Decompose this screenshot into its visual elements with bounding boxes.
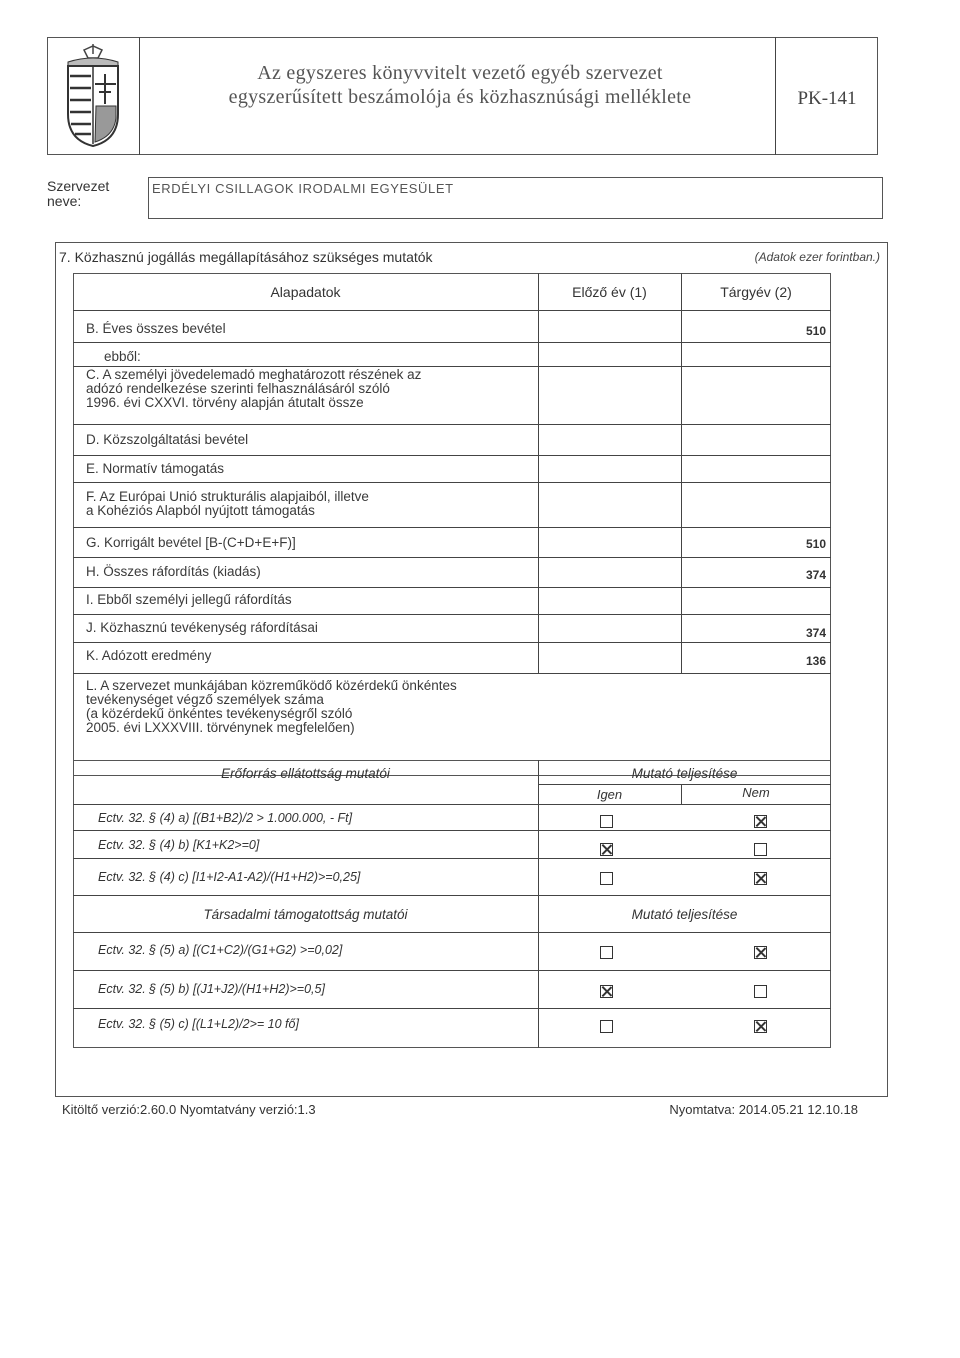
row-l-line1: L. A szervezet munkájában közreműködő közérdekű önkéntes (86, 678, 457, 693)
row-f-line2: a Kohéziós Alapból nyújtott támogatás (86, 503, 315, 518)
ind-line (73, 1008, 831, 1009)
social-item-b: Ectv. 32. § (5) b) [(J1+J2)/(H1+H2)>=0,5] (98, 982, 325, 996)
resource-item-c: Ectv. 32. § (4) c) [I1+I2-A1-A2)/(H1+H2)>=0,25] (98, 870, 361, 884)
row-line (73, 587, 831, 588)
org-name: ERDÉLYI CSILLAGOK IRODALMI EGYESÜLET (152, 181, 454, 196)
row-h-curr: 374 (805, 568, 826, 582)
social-c-no-checkbox[interactable] (754, 1020, 767, 1033)
footer-version: Kitöltő verzió:2.60.0 Nyomtatvány verzió:1.3 (62, 1102, 316, 1117)
social-fulfil: Mutató teljesítése (631, 907, 738, 922)
ind-line (73, 804, 831, 805)
ind-line (73, 858, 831, 859)
ind-line (73, 932, 831, 933)
row-l-line4: 2005. évi LXXXVIII. törvénynek megfelelően) (86, 720, 355, 735)
resource-a-yes-checkbox[interactable] (600, 815, 613, 828)
header-title-line1: Az egyszeres könyvvitelt vezető egyéb szervezet (257, 62, 663, 84)
social-a-no-checkbox[interactable] (754, 946, 767, 959)
row-l-line3: (a közérdekű önkéntes tevékenységről szóló (86, 706, 353, 721)
col-divider-1 (538, 273, 539, 673)
coat-of-arms-icon (62, 44, 124, 148)
unit-note: (Adatok ezer forintban.) (754, 250, 880, 264)
social-b-no-checkbox[interactable] (754, 985, 767, 998)
col-divider-2 (681, 273, 682, 673)
section-title: 7. Közhasznú jogállás megállapításához szükséges mutatók (59, 249, 433, 265)
col-header-basic: Alapadatok (270, 284, 341, 300)
ind-line (73, 895, 831, 896)
resource-a-no-checkbox[interactable] (754, 815, 767, 828)
footer-printed: Nyomtatva: 2014.05.21 12.10.18 (669, 1102, 858, 1117)
row-g-label: G. Korrigált bevétel [B-(C+D+E+F)] (86, 535, 296, 550)
row-g-curr: 510 (805, 537, 826, 551)
row-line (73, 482, 831, 483)
header-divider-left (139, 37, 140, 155)
ind-line (73, 830, 831, 831)
row-line (73, 455, 831, 456)
resource-c-no-checkbox[interactable] (754, 872, 767, 885)
header-title-line2: egyszerűsített beszámolója és közhasznúsági melléklete (228, 86, 692, 108)
col-header-prev: Előző év (1) (572, 284, 647, 300)
row-i-label: I. Ebből személyi jellegű ráfordítás (86, 592, 292, 607)
social-title: Társadalmi támogatottság mutatói (203, 907, 408, 922)
row-line (73, 614, 831, 615)
row-line (73, 557, 831, 558)
row-h-label: H. Összes ráfordítás (kiadás) (86, 564, 261, 579)
social-item-a: Ectv. 32. § (5) a) [(C1+C2)/(G1+G2) >=0,02] (98, 943, 343, 957)
row-f-line1: F. Az Európai Unió strukturális alapjaiból, illetve (86, 489, 369, 504)
col-yes: Igen (596, 787, 623, 802)
social-c-yes-checkbox[interactable] (600, 1020, 613, 1033)
row-j-label: J. Közhasznú tevékenység ráfordításai (86, 620, 318, 635)
row-l-line2: tevékenységet végző személyek száma (86, 692, 324, 707)
row-line (73, 424, 831, 425)
row-c-line2: adózó rendelkezése szerinti felhasználásáról szóló (86, 381, 390, 396)
resource-item-b: Ectv. 32. § (4) b) [K1+K2>=0] (98, 838, 260, 852)
org-label-line2: neve: (47, 193, 82, 209)
resource-b-yes-checkbox[interactable] (600, 843, 613, 856)
resource-b-no-checkbox[interactable] (754, 843, 767, 856)
resource-c-yes-checkbox[interactable] (600, 872, 613, 885)
row-d-label: D. Közszolgáltatási bevétel (86, 432, 249, 447)
org-label-line1: Szervezet (47, 178, 110, 194)
row-ebbol-label: ebből: (104, 349, 141, 364)
row-b-label: B. Éves összes bevétel (86, 321, 226, 336)
col-header-curr: Tárgyév (2) (720, 284, 792, 300)
resource-item-a: Ectv. 32. § (4) a) [(B1+B2)/2 > 1.000.000, - Ft] (98, 811, 353, 825)
row-line (73, 673, 831, 674)
row-line (73, 527, 831, 528)
ind-line (73, 970, 831, 971)
row-k-label: K. Adózott eredmény (86, 648, 212, 663)
table-header-line (73, 310, 831, 311)
resource-fulfil: Mutató teljesítése (631, 766, 738, 781)
social-item-c: Ectv. 32. § (5) c) [(L1+L2)/2>= 10 fő] (98, 1017, 299, 1031)
row-line (73, 342, 831, 343)
col-no: Nem (742, 785, 770, 800)
row-e-label: E. Normatív támogatás (86, 461, 225, 476)
social-b-yes-checkbox[interactable] (600, 985, 613, 998)
resource-title: Erőforrás ellátottság mutatói (221, 766, 390, 781)
social-a-yes-checkbox[interactable] (600, 946, 613, 959)
form-code: PK-141 (797, 88, 857, 109)
row-k-curr: 136 (805, 654, 826, 668)
row-j-curr: 374 (805, 626, 826, 640)
row-c-line3: 1996. évi CXXVI. törvény alapján átutalt össze (86, 395, 364, 410)
row-b-curr: 510 (805, 324, 826, 338)
row-line (73, 642, 831, 643)
row-c-line1: C. A személyi jövedelemadó meghatározott részének az (86, 367, 422, 382)
